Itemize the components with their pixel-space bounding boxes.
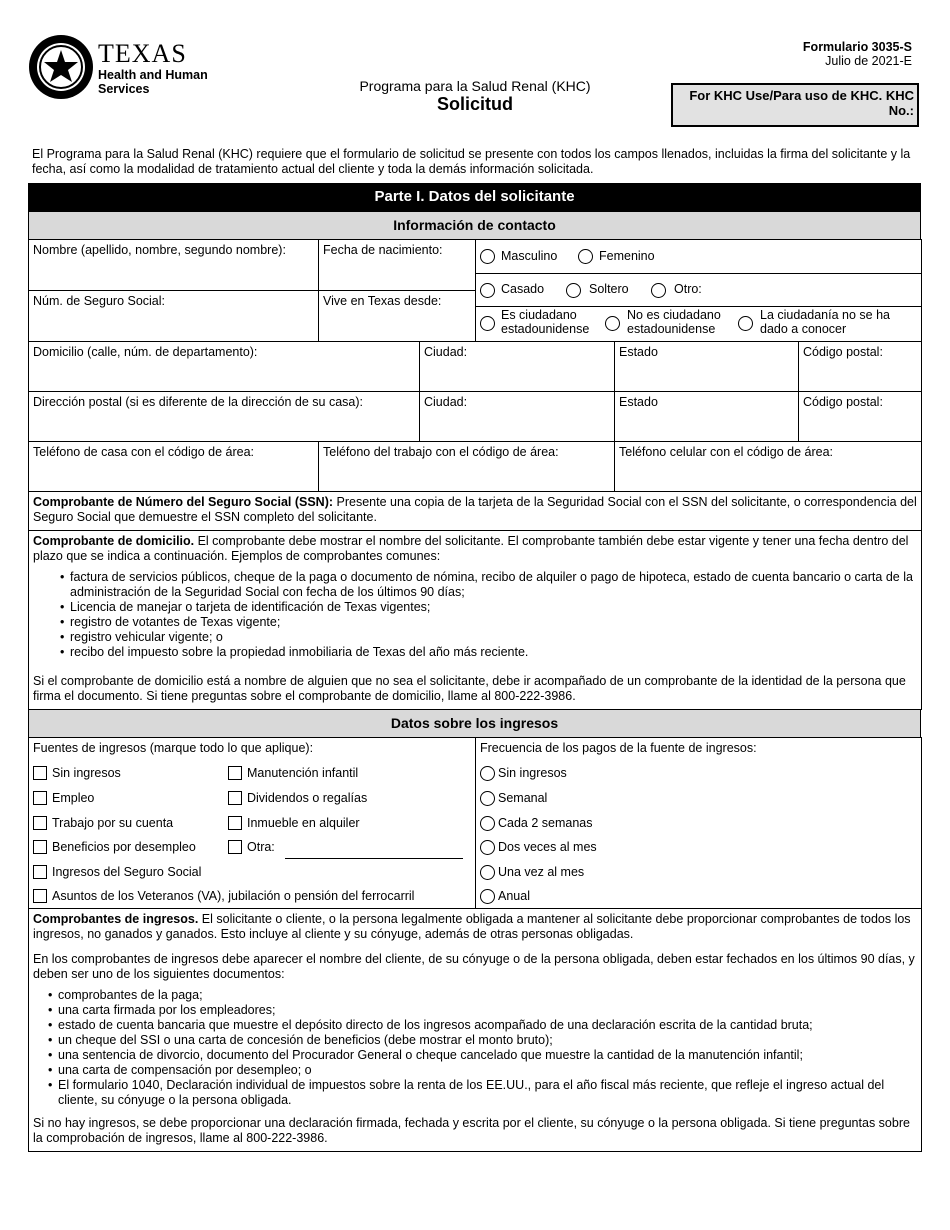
zip-label: Código postal: [803,345,883,359]
contact-info-title: Información de contacto [28,211,921,240]
list-item: • registro vehicular vigente; o [60,630,917,645]
not-citizen-label: No es ciudadano estadounidense [627,308,721,336]
income-proof-para2: En los comprobantes de ingresos debe aparecer el nombre del cliente, de su cónyuge o de la persona obligada, deben estar fechados en los últimos 90 días, y deben ser uno de los siguientes documentos: [33,952,915,981]
mailing-state-label: Estado [619,395,658,409]
freq-monthly-radio[interactable] [480,865,495,880]
list-item: • una carta firmada por los empleadores; [48,1003,917,1018]
list-item: • Licencia de manejar o tarjeta de identificación de Texas vigentes; [60,600,917,615]
freq-none-radio[interactable] [480,766,495,781]
intro-text: El Programa para la Salud Renal (KHC) requiere que el formulario de solicitud se presente con todos los campos llenados, incluidas la firma del solicitante y la fecha, así como la modalidad de tratamiento actual del cliente y toda la demás información solicitada. [32,147,911,176]
other-income-checkbox[interactable] [228,840,242,854]
texas-seal-icon [28,34,94,100]
veterans-checkbox[interactable] [33,889,47,903]
source-label: Empleo [52,791,95,805]
freq-label: Anual [498,889,530,903]
ssn-field[interactable] [28,290,319,342]
single-radio[interactable] [566,283,581,298]
income-frequency-label: Frecuencia de los pagos de la fuente de ingresos: [480,741,757,755]
dob-label: Fecha de nacimiento: [323,243,443,257]
name-label: Nombre (apellido, nombre, segundo nombre): [33,243,286,257]
no-income-checkbox[interactable] [33,766,47,780]
residence-proof-text [33,534,917,564]
name-field[interactable] [28,239,319,291]
freq-semimonthly-radio[interactable] [480,840,495,855]
female-radio[interactable] [578,249,593,264]
married-label: Casado [501,282,545,296]
source-label: Asuntos de los Veteranos (VA), jubilación o pensión del ferrocarril [52,889,415,903]
male-radio[interactable] [480,249,495,264]
texas-since-field[interactable] [318,290,476,342]
list-item: • una carta de compensación por desempleo; o [48,1063,917,1078]
freq-annual-radio[interactable] [480,889,495,904]
freq-label: Dos veces al mes [498,840,597,854]
logo-hhs: Health and Human [98,68,208,82]
source-label: Manutención infantil [247,766,359,780]
list-item: • factura de servicios públicos, cheque de la paga o documento de nómina, recibo de alquiler o pago de hipoteca, estado de cuenta bancario o carta de la administración de la Seguridad Social con fecha de los últimos 90 días; [60,570,917,600]
address-label: Domicilio (calle, núm. de departamento): [33,345,258,359]
list-item: • estado de cuenta bancaria que muestre el depósito directo de los ingresos acompañado de una declaración escrita de la cantidad bruta; [48,1018,917,1033]
freq-label: Una vez al mes [498,865,585,879]
zip-field[interactable] [798,341,922,392]
single-label: Soltero [589,282,629,296]
mailing-zip-field[interactable] [798,391,922,442]
source-label: Otra: [247,840,275,854]
other-income-input[interactable] [285,858,463,859]
home-phone-field[interactable] [28,441,319,492]
source-label: Sin ingresos [52,766,121,780]
ssn-proof-heading: Comprobante de Número del Seguro Social (SSN): [33,495,334,509]
residence-proof-heading: Comprobante de domicilio. [33,534,195,548]
residence-proof-list [60,570,917,660]
rental-checkbox[interactable] [228,816,242,830]
income-proof-body: El solicitante o cliente, o la persona legalmente obligada a mantener al solicitante debe proporcionar comprobantes de todos los ingresos, no ganados y ganados. Esto incluye al cliente y su cónyuge, además de otras personas obligadas. [33,912,911,941]
work-phone-label: Teléfono del trabajo con el código de área: [323,445,559,459]
employment-checkbox[interactable] [33,791,47,805]
mailing-city-field[interactable] [419,391,615,442]
undisclosed-radio[interactable] [738,316,753,331]
not-citizen-radio[interactable] [605,316,620,331]
income-sources-label: Fuentes de ingresos (marque todo lo que aplique): [33,741,314,755]
residence-proof-note: Si el comprobante de domicilio está a nombre de alguien que no sea el solicitante, debe ir acompañado de un comprobante de la identidad de la persona que firma el documento. Si tiene preguntas sobre el comprobante de domicilio, llame al 800-222-3986. [33,674,906,703]
list-item: • registro de votantes de Texas vigente; [60,615,917,630]
undisclosed-label: La ciudadanía no se ha dado a conocer [760,308,890,336]
married-radio[interactable] [480,283,495,298]
program-name: Programa para la Salud Renal (KHC) [359,78,591,94]
social-security-checkbox[interactable] [33,865,47,879]
income-title: Datos sobre los ingresos [28,709,921,738]
child-support-checkbox[interactable] [228,766,242,780]
cell-phone-field[interactable] [614,441,922,492]
khc-use-label: For KHC Use/Para uso de KHC. KHC No.: [689,88,914,118]
freq-label: Sin ingresos [498,766,567,780]
source-label: Beneficios por desempleo [52,840,196,854]
list-item: • comprobantes de la paga; [48,988,917,1003]
dividends-checkbox[interactable] [228,791,242,805]
state-field[interactable] [614,341,799,392]
residence-proof-body: El comprobante debe mostrar el nombre del solicitante. El comprobante también debe estar vigente y tener una fecha dentro del plazo que se indica a continuación. Ejemplos de comprobantes comunes: [33,534,909,563]
list-item: • una sentencia de divorcio, documento del Procurador General o cheque cancelado que muestre la cantidad de la manutención infantil; [48,1048,917,1063]
male-label: Masculino [501,249,558,263]
logo-texas: TEXAS [98,39,187,68]
citizen-label: Es ciudadano estadounidense [501,308,590,336]
mailing-zip-label: Código postal: [803,395,883,409]
other-marital-radio[interactable] [651,283,666,298]
mailing-city-label: Ciudad: [424,395,468,409]
income-proof-list [48,988,917,1108]
work-phone-field[interactable] [318,441,615,492]
freq-biweekly-radio[interactable] [480,816,495,831]
home-phone-label: Teléfono de casa con el código de área: [33,445,254,459]
logo-services: Services [98,82,150,96]
list-item: • recibo del impuesto sobre la propiedad inmobiliaria de Texas del año más reciente. [60,645,917,660]
source-label: Dividendos o regalías [247,791,368,805]
freq-label: Cada 2 semanas [498,816,593,830]
city-field[interactable] [419,341,615,392]
freq-label: Semanal [498,791,548,805]
texas-since-label: Vive en Texas desde: [323,294,442,308]
dob-field[interactable] [318,239,476,291]
source-label: Ingresos del Seguro Social [52,865,202,879]
ssn-label: Núm. de Seguro Social: [33,294,166,308]
other-marital-label: Otro: [674,282,702,296]
citizen-radio[interactable] [480,316,495,331]
address-field[interactable] [28,341,420,392]
ssn-proof-body: Presente una copia de la tarjeta de la Seguridad Social con el SSN del solicitante, o correspondencia del Seguro Social que demuestre el SSN completo del solicitante. [33,495,917,524]
form-date: Julio de 2021-E [825,54,912,68]
cell-phone-label: Teléfono celular con el código de área: [619,445,834,459]
ssn-proof-text [33,495,917,525]
income-proof-note: Si no hay ingresos, se debe proporcionar una declaración firmada, fechada y escrita por el cliente, su cónyuge o la persona obligada. Si tiene preguntas sobre la comprobación de ingresos, llame al 800-222-3986. [33,1116,910,1145]
part1-title: Parte I. Datos del solicitante [28,183,921,211]
form-number: Formulario 3035-S [802,40,912,54]
page-title: Solicitud [437,94,513,114]
unemployment-checkbox[interactable] [33,840,47,854]
self-employed-checkbox[interactable] [33,816,47,830]
khc-use-box[interactable] [671,83,919,127]
list-item: • un cheque del SSI o una carta de concesión de beneficios (debe mostrar el monto bruto); [48,1033,917,1048]
source-label: Inmueble en alquiler [247,816,360,830]
mailing-address-field[interactable] [28,391,420,442]
mailing-state-field[interactable] [614,391,799,442]
mailing-address-label: Dirección postal (si es diferente de la dirección de su casa): [33,395,364,409]
income-proof-text [33,912,917,942]
list-item: • El formulario 1040, Declaración individual de impuestos sobre la renta de los EE.UU., para el año fiscal más reciente, que refleje el ingreso actual del cliente, su cónyuge o la persona obligada. [48,1078,917,1108]
income-proof-heading: Comprobantes de ingresos. [33,912,199,926]
source-label: Trabajo por su cuenta [52,816,174,830]
state-label: Estado [619,345,658,359]
freq-weekly-radio[interactable] [480,791,495,806]
female-label: Femenino [599,249,655,263]
city-label: Ciudad: [424,345,468,359]
